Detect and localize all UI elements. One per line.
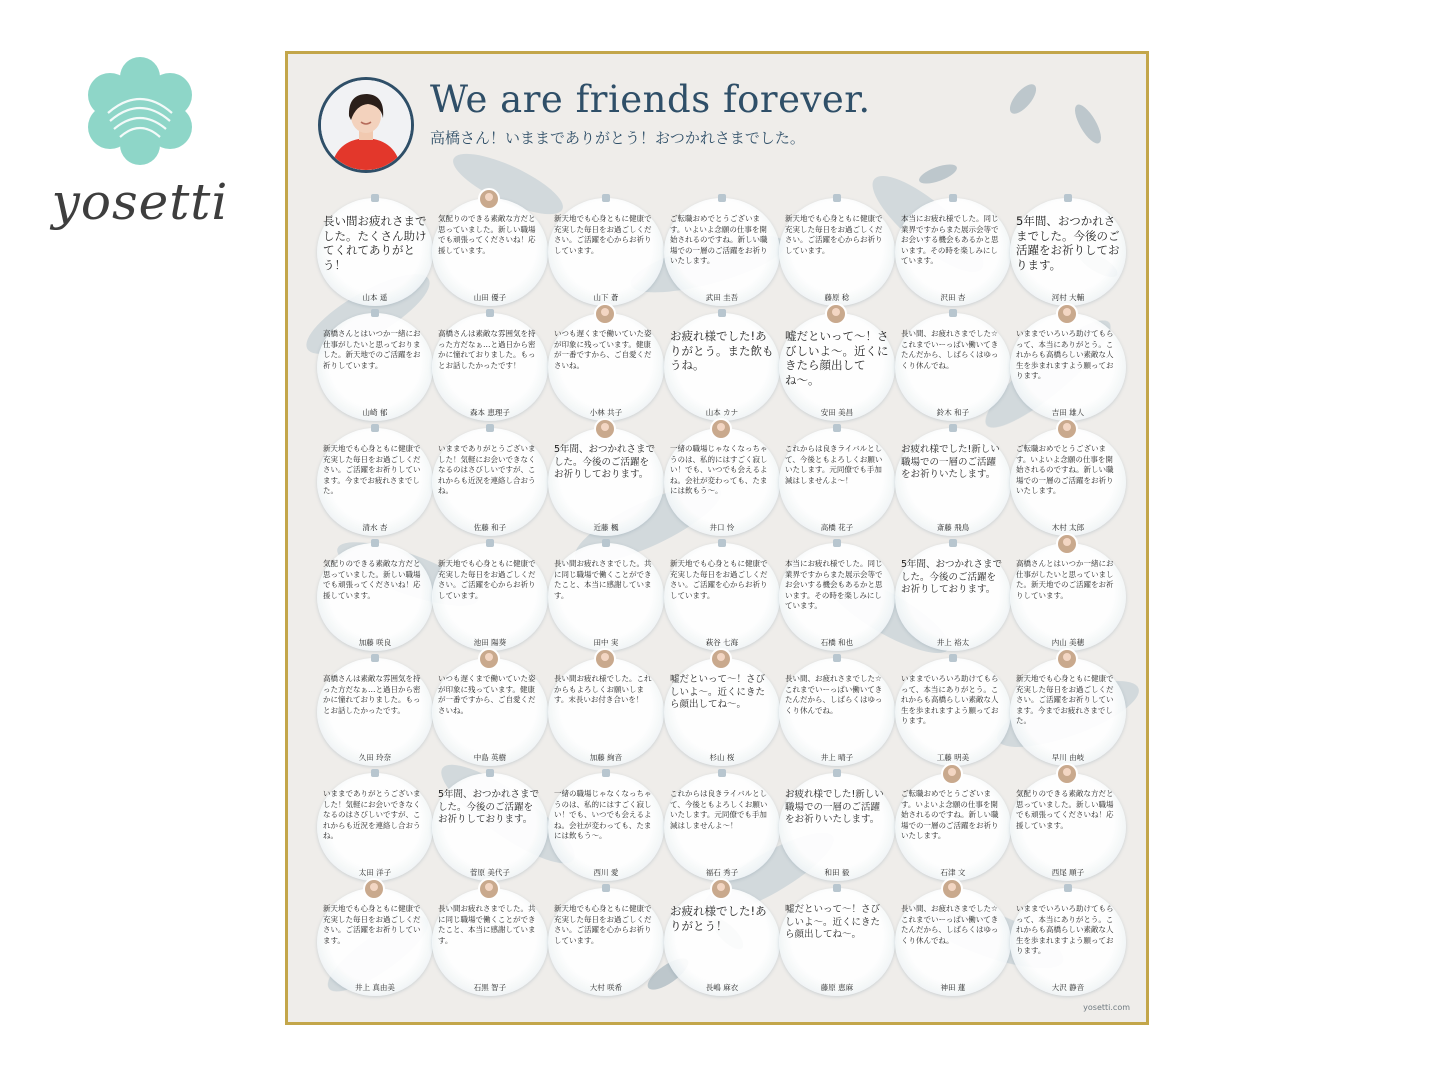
message-card[interactable] bbox=[323, 547, 427, 657]
sender-name: 萩谷 七海 bbox=[705, 638, 739, 647]
sender-name: 山本 遥 bbox=[362, 293, 388, 302]
hanger-clip-icon bbox=[718, 194, 726, 202]
hanger-clip-icon bbox=[602, 194, 610, 202]
message-card[interactable] bbox=[901, 662, 1005, 772]
message-text: 長い間お疲れさまでした。共に同じ職場で働くことができたこと、本当に感謝しています。 bbox=[438, 904, 536, 945]
sender-name: 武田 圭吾 bbox=[705, 293, 739, 302]
hanger-clip-icon bbox=[833, 539, 841, 547]
sender-name: 高橋 花子 bbox=[820, 523, 854, 532]
sender-name: 藤原 稔 bbox=[824, 293, 850, 302]
message-text: 長い間お疲れさまでした。たくさん助けてくれてありがとう！ bbox=[323, 214, 427, 272]
message-card[interactable] bbox=[438, 547, 542, 657]
message-card[interactable] bbox=[323, 202, 427, 312]
sender-avatar-icon bbox=[941, 763, 963, 785]
message-text: ご転職おめでとうございます。いよいよ念願の仕事を開始されるのですね。新しい職場での一層のご活躍をお祈りいたします。 bbox=[901, 789, 999, 840]
sender-avatar-icon bbox=[1056, 648, 1078, 670]
message-text: いつも遅くまで働いていた姿が印象に残っています。健康が一番ですから、ご自愛くださいね。 bbox=[438, 674, 536, 715]
message-card[interactable] bbox=[785, 202, 889, 312]
message-card[interactable] bbox=[901, 317, 1005, 427]
message-text: いままでいろいろ助けてもらって、本当にありがとう。これからも高橋らしい素敵な人生を歩まれますよう願っております。 bbox=[901, 674, 999, 725]
sender-avatar-icon bbox=[1056, 418, 1078, 440]
message-text: 一緒の職場じゃなくなっちゃうのは、私的にはすごく寂しい！でも、いつでも会えるよね。会社が変わっても、たまには飲もう〜。 bbox=[670, 444, 768, 495]
hanger-clip-icon bbox=[371, 654, 379, 662]
sender-name: 木村 太郎 bbox=[1051, 523, 1085, 532]
hanger-clip-icon bbox=[602, 539, 610, 547]
flower-ball-icon bbox=[80, 55, 200, 165]
message-text: いつも遅くまで働いていた姿が印象に残っています。健康が一番ですから、ご自愛くださいね。 bbox=[554, 329, 652, 370]
message-card[interactable] bbox=[670, 892, 774, 1002]
message-card[interactable] bbox=[785, 317, 889, 427]
message-card[interactable] bbox=[785, 662, 889, 772]
message-text: お疲れ様でした!新しい職場での一層のご活躍をお祈りいたします。 bbox=[901, 444, 1000, 480]
sender-name: 杉山 桜 bbox=[709, 753, 735, 762]
sender-name: 清水 杏 bbox=[362, 523, 388, 532]
hanger-clip-icon bbox=[371, 769, 379, 777]
sender-name: 森本 恵理子 bbox=[470, 408, 510, 417]
message-card[interactable] bbox=[1016, 662, 1120, 772]
sender-name: 藤原 恵麻 bbox=[820, 983, 854, 992]
board-footer: yosetti.com bbox=[1083, 1003, 1130, 1012]
message-card[interactable] bbox=[670, 317, 774, 427]
message-card[interactable] bbox=[670, 777, 774, 887]
message-text: これからは良きライバルとして、今後ともよろしくお願いいたします。元同僚でも手加減はしませんよ〜！ bbox=[785, 444, 883, 485]
board-subtitle: 高橋さん！いままでありがとう！おつかれさまでした。 bbox=[430, 129, 805, 147]
hanger-clip-icon bbox=[949, 424, 957, 432]
hanger-clip-icon bbox=[371, 424, 379, 432]
message-card[interactable] bbox=[785, 892, 889, 1002]
sender-name: 鈴木 和子 bbox=[936, 408, 970, 417]
message-text: 嘘だといって〜！さびしいよ〜。近くにきたら顔出してね〜。 bbox=[670, 674, 766, 710]
sender-avatar-icon bbox=[1056, 533, 1078, 555]
message-card[interactable] bbox=[554, 202, 658, 312]
sender-name: 菅原 美代子 bbox=[470, 868, 510, 877]
sender-name: 沢田 杏 bbox=[940, 293, 966, 302]
message-card[interactable] bbox=[785, 432, 889, 542]
message-card[interactable] bbox=[323, 432, 427, 542]
sender-name: 山下 蒼 bbox=[593, 293, 619, 302]
message-text: いままでいろいろ助けてもらって、本当にありがとう。これからも高橋らしい素敵な人生を歩まれますよう願っております。 bbox=[1016, 329, 1114, 380]
sender-avatar-icon bbox=[710, 418, 732, 440]
hanger-clip-icon bbox=[371, 309, 379, 317]
message-text: 長い間、お疲れさまでした☆これまでいーっぱい働いてきたんだから、しばらくはゆっくり休んでね。 bbox=[785, 674, 883, 715]
brand-name: yosetti bbox=[51, 173, 229, 231]
hanger-clip-icon bbox=[949, 309, 957, 317]
message-card[interactable] bbox=[1016, 892, 1120, 1002]
message-card[interactable] bbox=[554, 317, 658, 427]
hanger-clip-icon bbox=[486, 309, 494, 317]
message-card[interactable] bbox=[901, 892, 1005, 1002]
hanger-clip-icon bbox=[486, 424, 494, 432]
message-text: 嘘だといって〜！さびしいよ〜。近くにきたら顔出してね〜。 bbox=[785, 904, 881, 940]
message-grid bbox=[288, 54, 1146, 1022]
sender-name: 早川 由岐 bbox=[1051, 753, 1085, 762]
sender-name: 小林 共子 bbox=[589, 408, 623, 417]
sender-avatar-icon bbox=[825, 303, 847, 325]
sender-avatar-icon bbox=[478, 648, 500, 670]
message-text: お疲れ様でした!ありがとう。また飲もうね。 bbox=[670, 329, 774, 372]
message-card[interactable] bbox=[438, 777, 542, 887]
message-card[interactable] bbox=[554, 432, 658, 542]
hanger-clip-icon bbox=[1064, 194, 1072, 202]
hanger-clip-icon bbox=[833, 769, 841, 777]
sender-avatar-icon bbox=[1056, 763, 1078, 785]
sender-name: 吉田 雄人 bbox=[1051, 408, 1085, 417]
message-text: 5年間、おつかれさまでした。今後のご活躍をお祈りしております。 bbox=[554, 444, 655, 480]
hanger-clip-icon bbox=[949, 654, 957, 662]
message-text: お疲れ様でした!ありがとう！ bbox=[670, 904, 767, 933]
message-card[interactable] bbox=[323, 892, 427, 1002]
message-text: 新天地でも心身ともに健康で充実した毎日をお過ごしください。ご活躍をお祈りしています。 bbox=[323, 904, 421, 945]
brand-logo bbox=[50, 55, 230, 245]
message-card[interactable] bbox=[554, 662, 658, 772]
sender-name: 井上 裕太 bbox=[936, 638, 970, 647]
sender-name: 井上 晴子 bbox=[820, 753, 854, 762]
message-card[interactable] bbox=[670, 432, 774, 542]
message-card[interactable] bbox=[438, 202, 542, 312]
board-title: We are friends forever. bbox=[430, 78, 871, 121]
hanger-clip-icon bbox=[833, 654, 841, 662]
hanger-clip-icon bbox=[602, 884, 610, 892]
message-text: 本当にお疲れ様でした。同じ業界ですからまた展示会等でお会いする機会もあるかと思います。その時を楽しみにしています。 bbox=[785, 559, 883, 610]
message-text: 新天地でも心身ともに健康で充実した毎日をお過ごしください。ご活躍をお祈りしています。今までお疲れさまでした。 bbox=[1016, 674, 1114, 725]
sender-name: 工藤 明美 bbox=[936, 753, 970, 762]
sender-name: 井口 怜 bbox=[709, 523, 735, 532]
sender-name: 太田 洋子 bbox=[358, 868, 392, 877]
message-card[interactable] bbox=[323, 317, 427, 427]
message-text: 気配りのできる素敵な方だと思っていました。新しい職場でも頑張ってくださいね！応援しています。 bbox=[438, 214, 536, 255]
sender-avatar-icon bbox=[594, 648, 616, 670]
message-card[interactable] bbox=[1016, 317, 1120, 427]
message-card[interactable] bbox=[901, 547, 1005, 657]
message-card[interactable] bbox=[785, 547, 889, 657]
hanger-clip-icon bbox=[602, 769, 610, 777]
sender-avatar-icon bbox=[710, 878, 732, 900]
message-card[interactable] bbox=[670, 202, 774, 312]
message-text: 新天地でも心身ともに健康で充実した毎日をお過ごしください。ご活躍を心からお祈りしています。 bbox=[554, 214, 652, 255]
message-text: 新天地でも心身ともに健康で充実した毎日をお過ごしください。ご活躍を心からお祈りしています。 bbox=[670, 559, 768, 600]
sender-name: 福石 秀子 bbox=[705, 868, 739, 877]
sender-name: 大沢 静音 bbox=[1051, 983, 1085, 992]
message-text: いままでありがとうございました！気軽にお会いできなくなるのはさびしいですが、これからも近況を連絡し合おうね。 bbox=[438, 444, 536, 495]
hanger-clip-icon bbox=[486, 539, 494, 547]
sender-name: 河村 大輔 bbox=[1051, 293, 1085, 302]
sender-name: 加藤 咲良 bbox=[358, 638, 392, 647]
hanger-clip-icon bbox=[718, 769, 726, 777]
sender-name: 長嶋 麻衣 bbox=[705, 983, 739, 992]
sender-avatar-icon bbox=[1056, 303, 1078, 325]
message-text: 嘘だといって〜！さびしいよ〜。近くにきたら顔出してね〜。 bbox=[785, 329, 889, 387]
message-card[interactable] bbox=[901, 202, 1005, 312]
message-text: 高橋さんは素敵な雰囲気を持った方だなぁ…と過日から密かに憧れておりました。もっとお話したかったです！ bbox=[438, 329, 536, 370]
sender-avatar-icon bbox=[478, 878, 500, 900]
sender-name: 内山 美穂 bbox=[1051, 638, 1085, 647]
message-card[interactable] bbox=[438, 662, 542, 772]
message-card[interactable] bbox=[901, 432, 1005, 542]
sender-name: 大村 咲希 bbox=[589, 983, 623, 992]
message-text: 気配りのできる素敵な方だと思っていました。新しい職場でも頑張ってくださいね！応援しています。 bbox=[1016, 789, 1114, 830]
sender-name: 田中 実 bbox=[593, 638, 619, 647]
sender-name: 加藤 絢音 bbox=[589, 753, 623, 762]
sender-name: 近藤 楓 bbox=[593, 523, 619, 532]
message-card[interactable] bbox=[785, 777, 889, 887]
message-text: お疲れ様でした!新しい職場での一層のご活躍をお祈りいたします。 bbox=[785, 789, 884, 825]
message-card[interactable] bbox=[1016, 202, 1120, 312]
message-text: 新天地でも心身ともに健康で充実した毎日をお過ごしください。ご活躍をお祈りしています。今までお疲れさまでした。 bbox=[323, 444, 421, 495]
sender-name: 久田 玲奈 bbox=[358, 753, 392, 762]
sender-name: 西尾 順子 bbox=[1051, 868, 1085, 877]
sender-avatar-icon bbox=[363, 878, 385, 900]
message-card[interactable] bbox=[554, 892, 658, 1002]
message-text: 一緒の職場じゃなくなっちゃうのは、私的にはすごく寂しい！でも、いつでも会えるよね。会社が変わっても、たまには飲もう〜。 bbox=[554, 789, 652, 840]
sender-name: 安田 美昌 bbox=[820, 408, 854, 417]
sender-name: 中島 英樹 bbox=[473, 753, 507, 762]
sender-avatar-icon bbox=[594, 418, 616, 440]
hanger-clip-icon bbox=[949, 539, 957, 547]
message-text: 新天地でも心身ともに健康で充実した毎日をお過ごしください。ご活躍を心からお祈りしています。 bbox=[554, 904, 652, 945]
message-text: 長い間お疲れさまでした。共に同じ職場で働くことができたこと、本当に感謝しています。 bbox=[554, 559, 652, 600]
message-text: ご転職おめでとうございます。いよいよ念願の仕事を開始されるのですね。新しい職場での一層のご活躍をお祈りいたします。 bbox=[1016, 444, 1114, 495]
sender-avatar-icon bbox=[710, 648, 732, 670]
message-card[interactable] bbox=[1016, 432, 1120, 542]
message-card[interactable] bbox=[1016, 777, 1120, 887]
message-card[interactable] bbox=[901, 777, 1005, 887]
message-card[interactable] bbox=[1016, 547, 1120, 657]
message-text: 長い間お疲れ様でした。これからもよろしくお願いします。末長いお付き合いを！ bbox=[554, 674, 652, 704]
message-text: 気配りのできる素敵な方だと思っていました。新しい職場でも頑張ってくださいね！応援しています。 bbox=[323, 559, 421, 600]
message-card[interactable] bbox=[438, 892, 542, 1002]
hanger-clip-icon bbox=[833, 424, 841, 432]
hanger-clip-icon bbox=[833, 194, 841, 202]
message-card[interactable] bbox=[323, 777, 427, 887]
sender-name: 石黒 智子 bbox=[473, 983, 507, 992]
message-text: これからは良きライバルとして、今後ともよろしくお願いいたします。元同僚でも手加減はしませんよ〜！ bbox=[670, 789, 768, 830]
hanger-clip-icon bbox=[371, 194, 379, 202]
sender-name: 斎藤 飛鳥 bbox=[936, 523, 970, 532]
message-card[interactable] bbox=[670, 662, 774, 772]
sender-name: 石津 文 bbox=[940, 868, 966, 877]
message-card[interactable] bbox=[670, 547, 774, 657]
sender-name: 神田 蓮 bbox=[940, 983, 966, 992]
sender-name: 山崎 郁 bbox=[362, 408, 388, 417]
message-text: 本当にお疲れ様でした。同じ業界ですからまた展示会等でお会いする機会もあるかと思います。その時を楽しみにしています。 bbox=[901, 214, 999, 265]
message-text: ご転職おめでとうございます。いよいよ念願の仕事を開始されるのですね。新しい職場での一層のご活躍をお祈りいたします。 bbox=[670, 214, 768, 265]
message-text: 高橋さんは素敵な雰囲気を持った方だなぁ…と過日から密かに憧れておりました。もっとお話したかったです。 bbox=[323, 674, 421, 715]
hanger-clip-icon bbox=[718, 539, 726, 547]
message-text: いままでいろいろ助けてもらって、本当にありがとう。これからも高橋らしい素敵な人生を歩まれますよう願っております。 bbox=[1016, 904, 1114, 955]
message-card[interactable] bbox=[323, 662, 427, 772]
hanger-clip-icon bbox=[371, 539, 379, 547]
message-text: 長い間、お疲れさまでした☆これまでいーっぱい働いてきたんだから、しばらくはゆっくり休んでね。 bbox=[901, 329, 999, 370]
hanger-clip-icon bbox=[833, 884, 841, 892]
message-text: いままでありがとうございました！気軽にお会いできなくなるのはさびしいですが、これからも近況を連絡し合おうね。 bbox=[323, 789, 421, 840]
sender-name: 和田 毅 bbox=[824, 868, 850, 877]
sender-name: 井上 真由美 bbox=[355, 983, 395, 992]
message-card[interactable] bbox=[554, 547, 658, 657]
message-card[interactable] bbox=[438, 432, 542, 542]
message-text: 5年間、おつかれさまでした。今後のご活躍をお祈りしております。 bbox=[901, 559, 1002, 595]
sender-name: 山本 カナ bbox=[705, 408, 739, 417]
hanger-clip-icon bbox=[949, 194, 957, 202]
sender-avatar-icon bbox=[594, 303, 616, 325]
message-card[interactable] bbox=[554, 777, 658, 887]
sender-name: 西川 愛 bbox=[593, 868, 619, 877]
hanger-clip-icon bbox=[486, 769, 494, 777]
message-text: 5年間、おつかれさまでした。今後のご活躍をお祈りしております。 bbox=[438, 789, 539, 825]
message-text: 新天地でも心身ともに健康で充実した毎日をお過ごしください。ご活躍を心からお祈りしています。 bbox=[438, 559, 536, 600]
message-text: 5年間、おつかれさまでした。今後のご活躍をお祈りしております。 bbox=[1016, 214, 1120, 272]
message-text: 長い間、お疲れさまでした☆これまでいーっぱい働いてきたんだから、しばらくはゆっくり休んでね。 bbox=[901, 904, 999, 945]
message-text: 高橋さんとはいつか一緒にお仕事がしたいと思っていました。新天地でのご活躍をお祈りしています。 bbox=[1016, 559, 1114, 600]
sender-avatar-icon bbox=[478, 188, 500, 210]
sender-name: 池田 陽葵 bbox=[473, 638, 507, 647]
sender-name: 佐藤 和子 bbox=[473, 523, 507, 532]
message-text: 新天地でも心身ともに健康で充実した毎日をお過ごしください。ご活躍を心からお祈りしています。 bbox=[785, 214, 883, 255]
hanger-clip-icon bbox=[1064, 884, 1072, 892]
sender-name: 石橋 和也 bbox=[820, 638, 854, 647]
sender-avatar-icon bbox=[941, 878, 963, 900]
sender-name: 山田 優子 bbox=[473, 293, 507, 302]
message-board bbox=[285, 51, 1149, 1025]
message-card[interactable] bbox=[438, 317, 542, 427]
message-text: 高橋さんとはいつか一緒にお仕事がしたいと思っておりました。新天地でのご活躍をお祈りしています。 bbox=[323, 329, 421, 370]
hanger-clip-icon bbox=[718, 309, 726, 317]
